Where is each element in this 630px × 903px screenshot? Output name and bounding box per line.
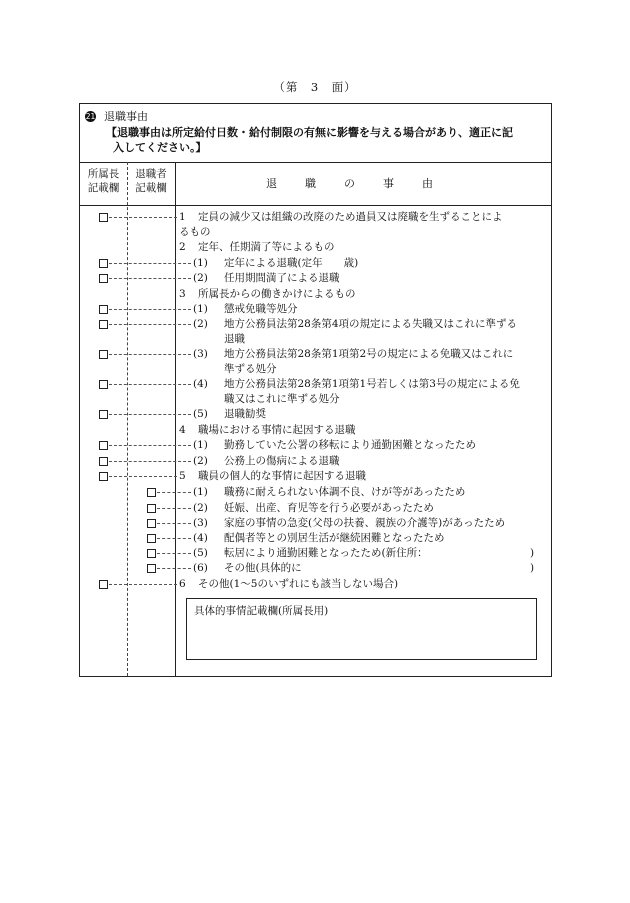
reason-number: (2) xyxy=(193,318,208,330)
leader-dots xyxy=(109,584,177,585)
reason-text: 職場における事情に起因する退職 xyxy=(198,424,356,436)
reason-number: (3) xyxy=(193,517,208,529)
reason-line xyxy=(80,438,553,453)
section-note-line-2: 入してください。】 xyxy=(113,141,207,154)
supervisor-checkbox[interactable] xyxy=(99,274,108,283)
section-note xyxy=(106,125,546,155)
page-number-header: （第 3 面） xyxy=(273,80,357,94)
supervisor-checkbox[interactable] xyxy=(99,472,108,481)
detail-box-label: 具体的事情記載欄(所属長用) xyxy=(194,605,329,617)
reason-text: 職又はこれに準ずる処分 xyxy=(224,393,340,405)
reason-number: (4) xyxy=(193,532,208,544)
column-head-supervisor xyxy=(80,167,127,195)
reason-line xyxy=(80,256,553,271)
reason-text: その他(1～5のいずれにも該当しない場合) xyxy=(198,578,399,590)
reason-line xyxy=(80,423,553,438)
retiree-checkbox[interactable] xyxy=(147,519,156,528)
leader-dots xyxy=(157,538,191,539)
reason-line xyxy=(80,271,553,286)
reason-line xyxy=(80,531,553,546)
supervisor-checkbox[interactable] xyxy=(99,457,108,466)
reason-text: 公務上の傷病による退職 xyxy=(224,455,340,467)
section-note-line-1: 【退職事由は所定給付日数・給付制限の有無に影響を与える場合があり、適正に記 xyxy=(106,126,513,139)
retiree-checkbox[interactable] xyxy=(147,549,156,558)
reason-number: (4) xyxy=(193,378,208,390)
reason-text: 勤務していた公署の移転により通勤困難となったため xyxy=(224,439,476,451)
reason-number: (5) xyxy=(193,408,208,420)
reason-number: 2 xyxy=(179,241,186,253)
column-head-retiree xyxy=(127,167,175,195)
leader-dots xyxy=(109,414,191,415)
reason-text: 定年、任期満了等によるもの xyxy=(198,241,335,253)
reason-line xyxy=(80,546,553,561)
reason-text: 退職勧奨 xyxy=(224,408,266,420)
reason-text: 退職 xyxy=(224,333,245,345)
leader-dots xyxy=(157,508,191,509)
reason-number: (3) xyxy=(193,348,208,360)
reason-text: 任用期間満了による退職 xyxy=(224,272,340,284)
column-head-reason: 退職の事由 xyxy=(266,177,461,190)
leader-dots xyxy=(109,461,191,462)
reason-number: 6 xyxy=(179,578,186,590)
reason-line xyxy=(80,362,553,377)
leader-dots xyxy=(157,553,191,554)
leader-dots xyxy=(109,309,191,310)
reason-text: 妊娠、出産、育児等を行う必要があったため xyxy=(224,502,434,514)
reason-line xyxy=(80,302,553,317)
leader-dots xyxy=(157,492,191,493)
reason-line xyxy=(80,501,553,516)
reason-number: (2) xyxy=(193,455,208,467)
reason-number: (1) xyxy=(193,486,208,498)
detail-box[interactable] xyxy=(186,598,537,660)
leader-dots xyxy=(109,476,177,477)
reason-line xyxy=(80,210,553,225)
column-head-supervisor-line-2: 記載欄 xyxy=(87,182,120,194)
leader-dots xyxy=(109,445,191,446)
leader-dots xyxy=(109,217,177,218)
reason-number: (1) xyxy=(193,257,208,269)
supervisor-checkbox[interactable] xyxy=(99,305,108,314)
leader-dots xyxy=(109,354,191,355)
reason-text: 転居により通勤困難となったため(新住所： xyxy=(224,547,428,559)
divider-header-bottom xyxy=(80,205,551,206)
reason-line xyxy=(80,377,553,392)
reason-line xyxy=(80,577,553,592)
closing-parenthesis: ) xyxy=(530,547,535,559)
retiree-checkbox[interactable] xyxy=(147,504,156,513)
supervisor-checkbox[interactable] xyxy=(99,350,108,359)
reason-line xyxy=(80,454,553,469)
divider-header-top xyxy=(80,162,551,163)
column-head-supervisor-line-1: 所属長 xyxy=(87,168,120,180)
reason-text: 準ずる処分 xyxy=(224,363,277,375)
reason-text: 定年による退職(定年 歳) xyxy=(224,257,359,269)
reason-text: 所属長からの働きかけによるもの xyxy=(198,288,356,300)
reason-text: その他(具体的に xyxy=(224,562,302,574)
supervisor-checkbox[interactable] xyxy=(99,580,108,589)
supervisor-checkbox[interactable] xyxy=(99,320,108,329)
separation-reason-form xyxy=(79,103,552,677)
reason-line xyxy=(80,347,553,362)
reason-number: 5 xyxy=(179,470,186,482)
leader-dots xyxy=(109,324,191,325)
column-head-retiree-line-1: 退職者 xyxy=(135,168,167,180)
section-title-text: 退職事由 xyxy=(104,110,148,123)
supervisor-checkbox[interactable] xyxy=(99,213,108,222)
column-head-retiree-line-2: 記載欄 xyxy=(135,182,167,194)
reason-line xyxy=(80,392,553,407)
reason-line xyxy=(80,225,553,240)
reason-number: (6) xyxy=(193,562,208,574)
reason-number: (1) xyxy=(193,303,208,315)
retiree-checkbox[interactable] xyxy=(147,534,156,543)
reason-text: 家庭の事情の急変(父母の扶養、親族の介護等)があったため xyxy=(224,517,506,529)
leader-dots xyxy=(109,263,191,264)
reason-line xyxy=(80,469,553,484)
leader-dots xyxy=(157,523,191,524)
reason-line xyxy=(80,240,553,255)
closing-parenthesis: ) xyxy=(530,562,535,574)
reason-text: るもの xyxy=(179,226,211,238)
reason-line xyxy=(80,332,553,347)
leader-dots xyxy=(109,384,191,385)
supervisor-checkbox[interactable] xyxy=(99,441,108,450)
reason-text: 定員の減少又は組織の改廃のため過員又は廃職を生ずることによ xyxy=(198,211,503,223)
reason-number: (5) xyxy=(193,547,208,559)
reason-number: 1 xyxy=(179,211,186,223)
leader-dots xyxy=(109,278,191,279)
reason-number: (2) xyxy=(193,272,208,284)
reason-text: 懲戒免職等処分 xyxy=(224,303,298,315)
reason-text: 地方公務員法第28条第4項の規定による失職又はこれに準ずる xyxy=(224,318,518,330)
circled-number: 21 xyxy=(85,112,96,121)
retiree-checkbox[interactable] xyxy=(147,564,156,573)
supervisor-checkbox[interactable] xyxy=(99,259,108,268)
reason-text: 地方公務員法第28条第1項第2号の規定による免職又はこれに xyxy=(224,348,514,360)
reason-number: 3 xyxy=(179,288,186,300)
reason-number: (1) xyxy=(193,439,208,451)
reason-line xyxy=(80,561,553,576)
reason-line xyxy=(80,516,553,531)
reason-text: 地方公務員法第28条第1項第1号若しくは第3号の規定による免 xyxy=(224,378,520,390)
retiree-checkbox[interactable] xyxy=(147,488,156,497)
reason-line xyxy=(80,317,553,332)
leader-dots xyxy=(157,568,191,569)
reason-text: 配偶者等との別居生活が継続困難となったため xyxy=(224,532,445,544)
supervisor-checkbox[interactable] xyxy=(99,410,108,419)
reason-line xyxy=(80,407,553,422)
reason-text: 職員の個人的な事情に起因する退職 xyxy=(198,470,366,482)
reason-number: (2) xyxy=(193,502,208,514)
reason-line xyxy=(80,485,553,500)
supervisor-checkbox[interactable] xyxy=(99,380,108,389)
reason-number: 4 xyxy=(179,424,186,436)
reason-text: 職務に耐えられない体調不良、けが等があったため xyxy=(224,486,466,498)
reason-line xyxy=(80,287,553,302)
section-title xyxy=(85,108,148,124)
